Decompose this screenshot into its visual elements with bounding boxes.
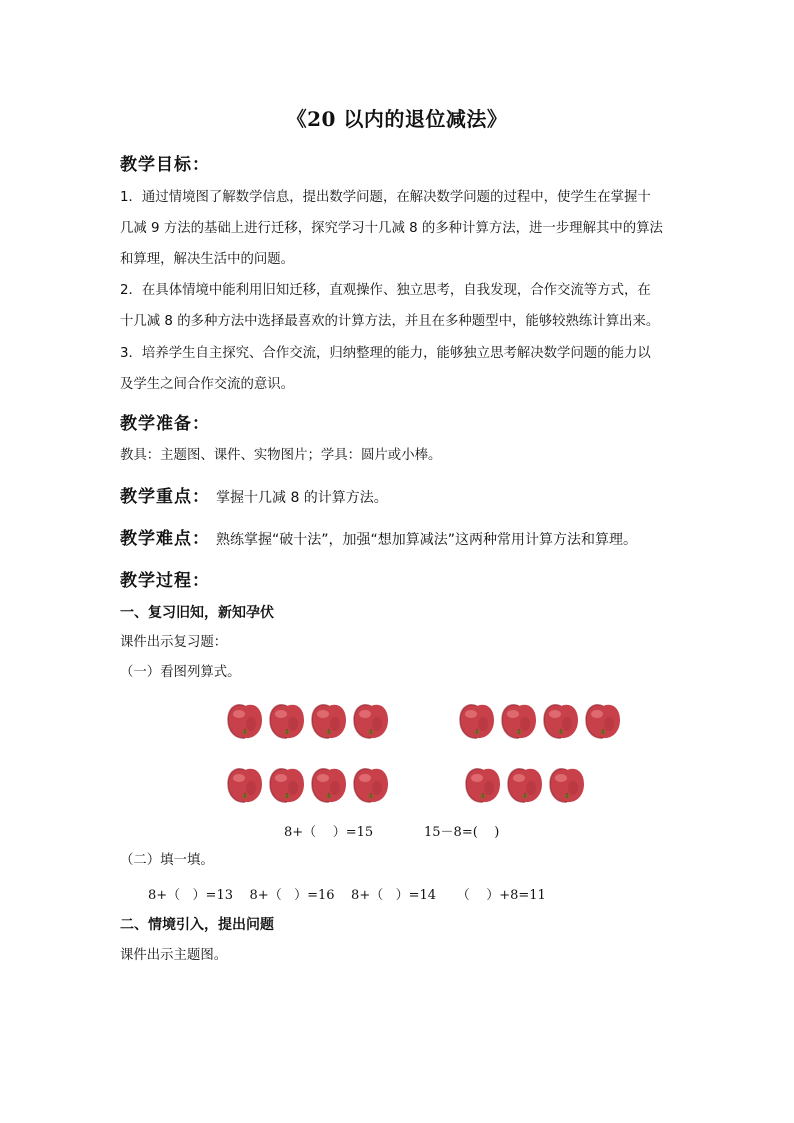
apple-icon: [226, 764, 264, 804]
section2-intro: 课件出示主题图。: [120, 948, 228, 963]
key-point-row: [120, 482, 388, 507]
section2-title: 二、情境引入，提出问题: [120, 917, 274, 933]
difficulty-text: 熟练掌握“破十法”，加强“想加算减法”这两种常用计算方法和算理。: [216, 532, 638, 548]
fill-in-equations: 8+（ ）=13 8+（ ）=16 8+（ ）=14 （ ）+8=11: [148, 888, 546, 903]
apple-icon: [352, 764, 390, 804]
section1-intro: 课件出示复习题：: [120, 635, 228, 650]
apple-icon: [584, 700, 622, 740]
apple-icon: [268, 700, 306, 740]
apple-icon: [548, 764, 586, 804]
objective-line-5: 十几减 8 的多种方法中选择最喜欢的计算方法，并且在多种题型中，能够较熟练计算出来。: [120, 314, 660, 329]
apple-icon: [500, 700, 538, 740]
objective-line-4: 2．在具体情境中能利用旧知迁移，直观操作、独立思考，自我发现，合作交流等方式，在: [120, 283, 651, 298]
document-title: 《20 以内的退位减法》: [286, 107, 508, 131]
objective-line-1: 1．通过情境图了解数学信息，提出数学问题，在解决数学问题的过程中，使学生在掌握十: [120, 190, 651, 205]
apple-icon: [542, 700, 580, 740]
section1-part2: （二）填一填。: [120, 853, 214, 868]
apple-icon: [268, 764, 306, 804]
objective-line-6: 3．培养学生自主探究、合作交流，归纳整理的能力，能够独立思考解决数学问题的能力以: [120, 346, 651, 361]
section1-title: 一、复习旧知，新知孕伏: [120, 605, 274, 621]
equation-left: 8+（ ）=15: [284, 825, 374, 840]
apple-icon: [310, 764, 348, 804]
apple-icon: [226, 700, 264, 740]
objectives-heading: 教学目标：: [120, 155, 210, 175]
apple-group-right-bottom: [464, 764, 586, 808]
apple-group-right-top: [458, 700, 622, 744]
apple-icon: [464, 764, 502, 804]
key-point-heading: 教学重点：: [120, 487, 210, 507]
difficulty-heading: 教学难点：: [120, 529, 210, 549]
apple-icon: [310, 700, 348, 740]
difficulty-row: [120, 524, 637, 549]
apple-icon: [458, 700, 496, 740]
apple-icon: [506, 764, 544, 804]
objective-line-2: 几减 9 方法的基础上进行迁移，探究学习十几减 8 的多种计算方法，进一步理解其中的算法: [120, 221, 663, 236]
preparation-heading: 教学准备：: [120, 414, 210, 434]
apple-icon: [352, 700, 390, 740]
section1-part1: （一）看图列算式。: [120, 665, 241, 680]
objective-line-7: 及学生之间合作交流的意识。: [120, 377, 295, 392]
objective-line-3: 和算理，解决生活中的问题。: [120, 252, 295, 267]
preparation-text: 教具：主题图、课件、实物图片；学具：圆片或小棒。: [120, 448, 442, 463]
process-heading: 教学过程：: [120, 571, 210, 591]
apple-group-left-bottom: [226, 764, 390, 808]
apple-group-left-top: [226, 700, 390, 744]
equation-right: 15－8=( ): [424, 825, 500, 840]
key-point-text: 掌握十几减 8 的计算方法。: [216, 490, 388, 506]
